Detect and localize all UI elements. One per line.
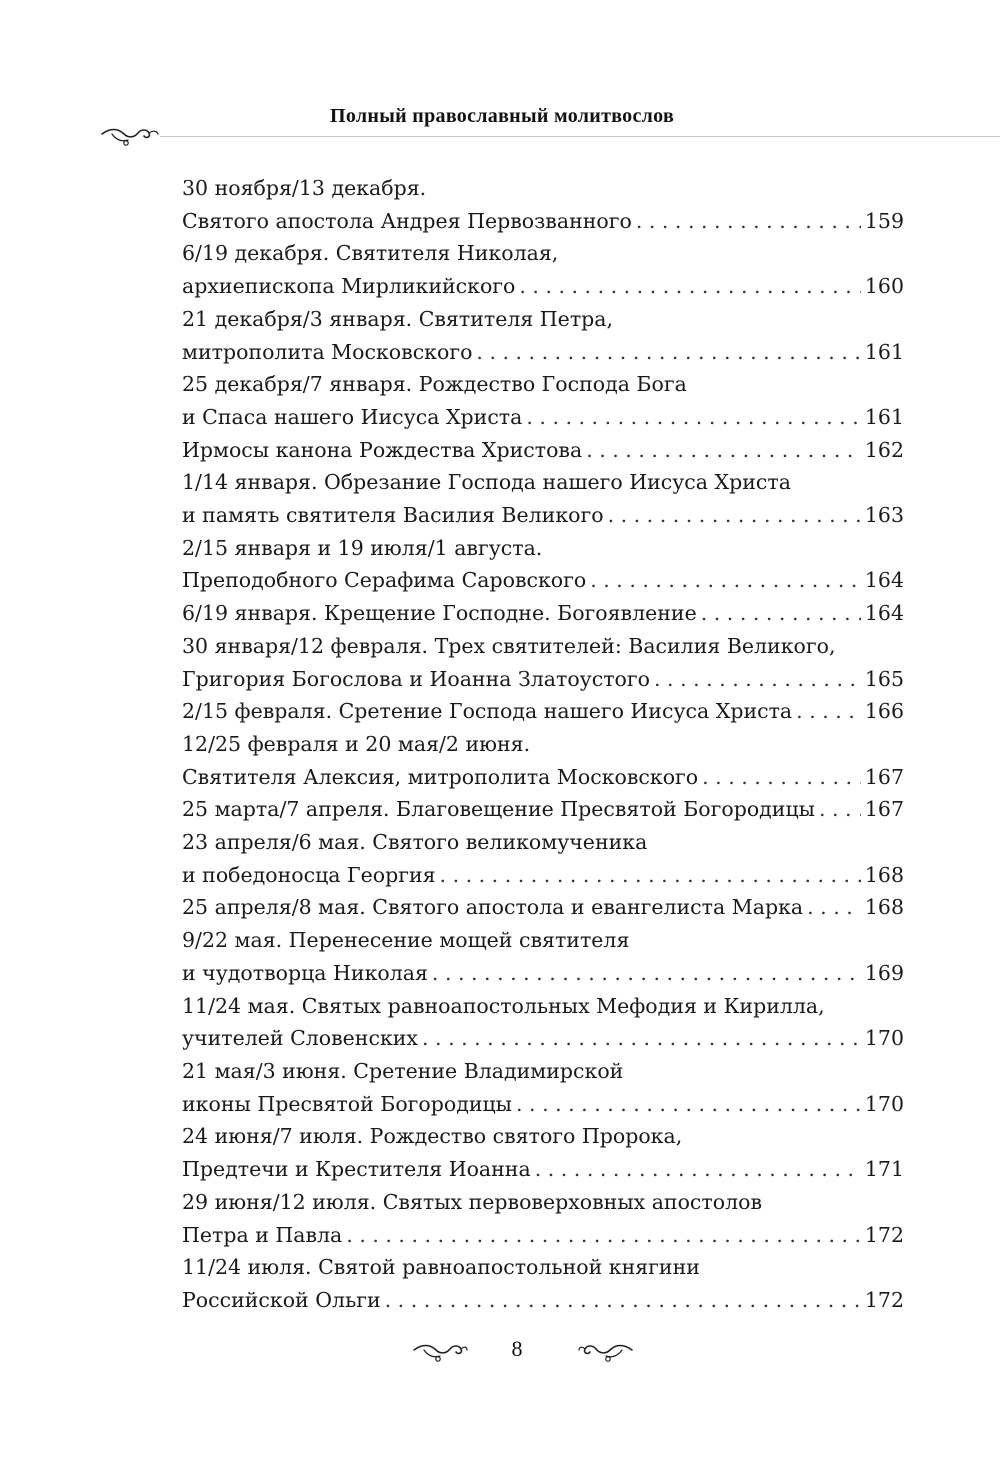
toc-entry-title-line: Святителя Алексия, митрополита Московского: [182, 764, 699, 789]
toc-page-number: 167: [864, 797, 904, 822]
toc-entry-leader-row: [182, 564, 904, 597]
dot-leader: [796, 695, 861, 728]
dot-leader: [422, 1022, 861, 1055]
running-head: Полный православный молитвослов: [330, 105, 675, 127]
dot-leader: [608, 499, 861, 532]
toc-entry-title-line: и память святителя Василия Великого: [182, 503, 604, 528]
toc-page-number: 163: [864, 503, 904, 528]
toc-entry-title-line: и Спаса нашего Иисуса Христа: [182, 404, 523, 429]
toc-page-number: 164: [864, 568, 904, 593]
toc-entry-title-line: 25 апреля/8 мая. Святого апостола и евангелиста Марка: [182, 895, 804, 920]
toc-entry-title-line: 29 июня/12 июля. Святых первоверховных апостолов: [182, 1189, 763, 1214]
table-of-contents: [182, 172, 904, 1317]
toc-entry-title-line: 12/25 февраля и 20 мая/2 июня.: [182, 731, 531, 756]
toc-entry-title-line: 2/15 января и 19 июля/1 августа.: [182, 535, 543, 560]
toc-page-number: 169: [864, 960, 904, 985]
toc-entry-title-line: 1/14 января. Обрезание Господа нашего Иисуса Христа: [182, 470, 791, 495]
toc-entry: [182, 172, 904, 237]
footer-left-flourish-icon: [412, 1340, 468, 1364]
toc-entry: [182, 630, 904, 695]
toc-entry-title-line: учителей Словенских: [182, 1026, 418, 1051]
toc-page-number: 164: [864, 601, 904, 626]
toc-entry-leader-row: [182, 1284, 904, 1317]
toc-entry-title-line: Святого апостола Андрея Первозванного: [182, 208, 632, 233]
toc-entry: [182, 532, 904, 597]
toc-entry: [182, 466, 904, 531]
toc-page-number: 166: [864, 699, 904, 724]
toc-entry: [182, 695, 904, 728]
toc-entry-leader-row: [182, 663, 904, 696]
dot-leader: [526, 401, 860, 434]
toc-entry-leader-row: [182, 761, 904, 794]
toc-entry-title-line: 24 июня/7 июля. Рождество святого Пророка,: [182, 1124, 683, 1149]
toc-page-number: 170: [864, 1026, 904, 1051]
toc-entry-leader-row: [182, 597, 904, 630]
dot-leader: [432, 957, 861, 990]
dot-leader: [819, 793, 861, 826]
dot-leader: [807, 891, 861, 924]
toc-entry: [182, 597, 904, 630]
toc-entry-title-line: 30 января/12 февраля. Трех святителей: Василия Великого,: [182, 633, 836, 658]
toc-page-number: 171: [864, 1157, 904, 1182]
toc-entry-leader-row: [182, 1022, 904, 1055]
toc-page-number: 172: [864, 1287, 904, 1312]
toc-entry-title-line: 11/24 мая. Святых равноапостольных Мефодия и Кирилла,: [182, 993, 825, 1018]
toc-entry-title-line: 23 апреля/6 мая. Святого великомученика: [182, 830, 648, 855]
toc-entry: [182, 826, 904, 891]
toc-entry-leader-row: [182, 499, 904, 532]
toc-page-number: 172: [864, 1222, 904, 1247]
toc-entry-title-line: 11/24 июля. Святой равноапостольной княгини: [182, 1255, 700, 1280]
toc-entry-leader-row: [182, 793, 904, 826]
toc-entry: [182, 368, 904, 433]
toc-page-number: 161: [864, 339, 904, 364]
dot-leader: [516, 1088, 861, 1121]
toc-entry-title-line: митрополита Московского: [182, 339, 473, 364]
toc-page-number: 165: [864, 666, 904, 691]
toc-entry-title-line: и победоносца Георгия: [182, 862, 436, 887]
toc-page-number: 170: [864, 1091, 904, 1116]
toc-entry-title-line: 21 декабря/3 января. Святителя Петра,: [182, 306, 614, 331]
dot-leader: [519, 270, 860, 303]
toc-entry-leader-row: [182, 859, 904, 892]
toc-entry: [182, 434, 904, 467]
toc-entry-title-line: Преподобного Серафима Саровского: [182, 568, 587, 593]
toc-entry-leader-row: [182, 695, 904, 728]
toc-entry-leader-row: [182, 891, 904, 924]
dot-leader: [701, 597, 861, 630]
toc-entry-leader-row: [182, 1219, 904, 1252]
dot-leader: [476, 336, 860, 369]
toc-page-number: 167: [864, 764, 904, 789]
dot-leader: [385, 1284, 861, 1317]
toc-entry: [182, 303, 904, 368]
toc-entry-title-line: 21 мая/3 июня. Сретение Владимирской: [182, 1058, 624, 1083]
dot-leader: [440, 859, 861, 892]
toc-entry: [182, 1251, 904, 1316]
toc-entry-leader-row: [182, 401, 904, 434]
toc-entry-title-line: 6/19 декабря. Святителя Николая,: [182, 241, 559, 266]
toc-entry: [182, 1055, 904, 1120]
toc-entry-leader-row: [182, 270, 904, 303]
toc-entry: [182, 1120, 904, 1185]
toc-page-number: 159: [864, 208, 904, 233]
toc-entry-title-line: и чудотворца Николая: [182, 960, 428, 985]
toc-entry-title-line: Григория Богослова и Иоанна Златоустого: [182, 666, 650, 691]
toc-entry-leader-row: [182, 1088, 904, 1121]
page-number: 8: [511, 1336, 523, 1361]
toc-entry-leader-row: [182, 434, 904, 467]
toc-entry: [182, 1186, 904, 1251]
toc-entry-title-line: 25 декабря/7 января. Рождество Господа Бога: [182, 372, 687, 397]
dot-leader: [654, 663, 861, 696]
toc-entry-title-line: 30 ноября/13 декабря.: [182, 176, 427, 200]
toc-page-number: 161: [864, 404, 904, 429]
toc-entry-title-line: Предтечи и Крестителя Иоанна: [182, 1157, 531, 1182]
header-flourish-icon: [100, 122, 160, 148]
toc-entry-title-line: 25 марта/7 апреля. Благовещение Пресвятой Богородицы: [182, 797, 815, 822]
toc-page-number: 168: [864, 895, 904, 920]
toc-entry: [182, 990, 904, 1055]
toc-entry-title-line: архиепископа Мирликийского: [182, 274, 516, 299]
toc-entry-leader-row: [182, 957, 904, 990]
footer-right-flourish-icon: [578, 1340, 634, 1364]
toc-page-number: 168: [864, 862, 904, 887]
dot-leader: [346, 1219, 861, 1252]
toc-entry-title-line: Петра и Павла: [182, 1222, 343, 1247]
toc-entry-leader-row: [182, 205, 904, 238]
toc-entry: [182, 924, 904, 989]
toc-entry-title-line: 2/15 февраля. Сретение Господа нашего Иисуса Христа: [182, 699, 793, 724]
toc-entry: [182, 891, 904, 924]
toc-entry: [182, 793, 904, 826]
toc-entry-title-line: 6/19 января. Крещение Господне. Богоявление: [182, 601, 697, 626]
dot-leader: [535, 1153, 861, 1186]
dot-leader: [590, 564, 861, 597]
dot-leader: [636, 205, 861, 238]
dot-leader: [586, 434, 861, 467]
dot-leader: [702, 761, 861, 794]
toc-entry: [182, 728, 904, 793]
toc-entry-title-line: Российской Ольги: [182, 1287, 381, 1312]
toc-entry: [182, 237, 904, 302]
toc-entry-leader-row: [182, 336, 904, 369]
toc-entry-title-line: 9/22 мая. Перенесение мощей святителя: [182, 928, 630, 953]
header-rule: [160, 136, 1000, 137]
toc-entry-title-line: Ирмосы канона Рождества Христова: [182, 437, 583, 462]
toc-entry-title-line: иконы Пресвятой Богородицы: [182, 1091, 513, 1116]
toc-page-number: 162: [864, 437, 904, 462]
toc-entry-leader-row: [182, 1153, 904, 1186]
toc-page-number: 160: [864, 274, 904, 299]
